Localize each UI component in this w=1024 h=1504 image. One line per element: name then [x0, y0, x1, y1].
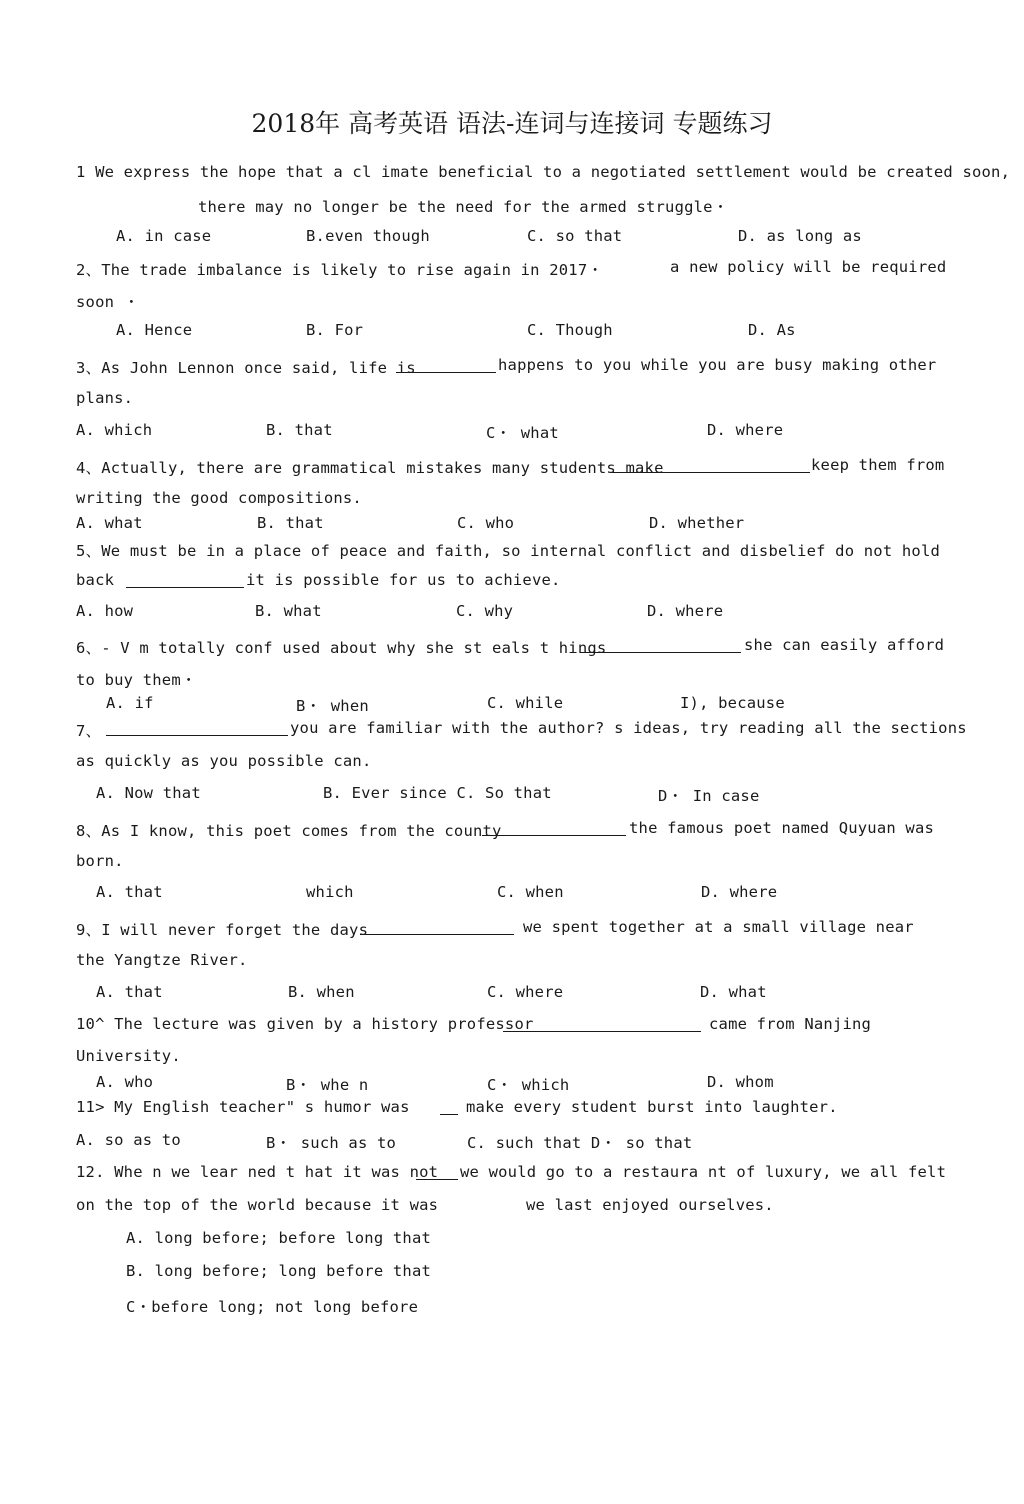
- question-5-line-2-end: it is possible for us to achieve.: [246, 571, 561, 589]
- question-10-option-c: C・ which: [487, 1076, 570, 1094]
- question-6-line-1: 6、- V m totally conf used about why she st eals t hings: [76, 639, 607, 657]
- question-7-option-bc: B. Ever since C. So that: [323, 784, 552, 802]
- question-8-option-c: C. when: [497, 883, 564, 901]
- question-2-line-2: soon ・: [76, 293, 140, 311]
- answer-blank: [482, 821, 626, 836]
- question-3-line-2: plans.: [76, 389, 134, 407]
- question-5-option-c: C. why: [456, 602, 514, 620]
- question-2-option-d: D. As: [748, 321, 796, 339]
- question-11-line-1-end: make every student burst into laughter.: [466, 1098, 838, 1116]
- question-7-option-a: A. Now that: [96, 784, 201, 802]
- question-6-line-1-end: she can easily afford: [744, 636, 945, 654]
- question-7-line-1: 7、: [76, 722, 102, 740]
- question-6-option-a: A. if: [106, 694, 154, 712]
- answer-blank: [580, 638, 741, 653]
- question-8-line-1: 8、As I know, this poet comes from the county: [76, 822, 502, 840]
- question-10-option-d: D. whom: [707, 1073, 774, 1091]
- question-8-option-a: A. that: [96, 883, 163, 901]
- question-5-line-2: back: [76, 571, 115, 589]
- question-4-line-1-end: keep them from: [811, 456, 945, 474]
- question-10-option-b: B・ whe n: [286, 1076, 369, 1094]
- question-4-option-c: C. who: [457, 514, 515, 532]
- question-9-option-b: B. when: [288, 983, 355, 1001]
- answer-blank: [396, 358, 496, 373]
- question-10-line-1: 10^ The lecture was given by a history professor: [76, 1015, 534, 1033]
- question-12-option-a: A. long before; before long that: [126, 1229, 432, 1247]
- question-8-option-b: which: [306, 883, 354, 901]
- question-3-option-b: B. that: [266, 421, 333, 439]
- question-12-line-1-end: we would go to a restaura nt of luxury, we all felt: [460, 1163, 947, 1181]
- answer-blank: [106, 721, 288, 736]
- question-2-option-c: C. Though: [527, 321, 613, 339]
- question-6-option-d: I), because: [680, 694, 785, 712]
- question-11-option-b: B・ such as to: [266, 1134, 397, 1152]
- answer-blank: [503, 1017, 701, 1032]
- question-7-line-1-end: you are familiar with the author? s ideas, try reading all the sections: [290, 719, 967, 737]
- question-9-line-1-end: we spent together at a small village near: [523, 918, 914, 936]
- question-1-option-a: A. in case: [116, 227, 212, 245]
- question-4-option-d: D. whether: [649, 514, 745, 532]
- question-3-option-d: D. where: [707, 421, 784, 439]
- question-3-option-c: C・ what: [486, 424, 559, 442]
- question-12-line-1: 12. Whe n we lear ned t hat it was not: [76, 1163, 439, 1181]
- question-9-option-a: A. that: [96, 983, 163, 1001]
- question-4-option-a: A. what: [76, 514, 143, 532]
- question-10-option-a: A. who: [96, 1073, 154, 1091]
- question-1-option-b: B.even though: [306, 227, 430, 245]
- question-1-option-c: C. so that: [527, 227, 623, 245]
- answer-blank: [416, 1165, 458, 1180]
- question-3-line-1: 3、As John Lennon once said, life is: [76, 359, 416, 377]
- question-11-option-cd: C. such that D・ so that: [467, 1134, 693, 1152]
- question-5-option-a: A. how: [76, 602, 134, 620]
- question-5-option-d: D. where: [647, 602, 724, 620]
- question-11-line-1: 11> My English teacher" s humor was: [76, 1098, 410, 1116]
- question-1-line-2: there may no longer be the need for the armed struggle・: [198, 198, 729, 216]
- question-7-line-2: as quickly as you possible can.: [76, 752, 372, 770]
- question-12-option-b: B. long before; long before that: [126, 1262, 432, 1280]
- question-12-line-2: on the top of the world because it was: [76, 1196, 439, 1214]
- answer-blank: [126, 573, 244, 588]
- question-12-option-c: C・before long; not long before: [126, 1298, 419, 1316]
- question-3-option-a: A. which: [76, 421, 153, 439]
- question-6-option-c: C. while: [487, 694, 564, 712]
- page-title: 2018年 高考英语 语法-连词与连接词 专题练习: [251, 109, 773, 138]
- question-4-option-b: B. that: [257, 514, 324, 532]
- question-9-line-2: the Yangtze River.: [76, 951, 248, 969]
- question-8-option-d: D. where: [701, 883, 778, 901]
- question-11-option-a: A. so as to: [76, 1131, 181, 1149]
- question-9-option-d: D. what: [700, 983, 767, 1001]
- answer-blank: [612, 458, 810, 473]
- question-1-line-1: 1 We express the hope that a cl imate beneficial to a negotiated settlement would be created soon,: [76, 163, 1011, 181]
- question-9-option-c: C. where: [487, 983, 564, 1001]
- question-7-option-d: D・ In case: [658, 787, 760, 805]
- question-12-line-2-end: we last enjoyed ourselves.: [526, 1196, 774, 1214]
- question-5-option-b: B. what: [255, 602, 322, 620]
- question-2-line-1-end: a new policy will be required: [670, 258, 947, 276]
- question-6-line-2: to buy them・: [76, 671, 197, 689]
- question-10-line-2: University.: [76, 1047, 181, 1065]
- question-2-option-b: B. For: [306, 321, 364, 339]
- question-3-line-1-end: happens to you while you are busy making other: [498, 356, 937, 374]
- question-2-option-a: A. Hence: [116, 321, 193, 339]
- question-9-line-1: 9、I will never forget the days: [76, 921, 369, 939]
- question-4-line-1: 4、Actually, there are grammatical mistakes many students make: [76, 459, 664, 477]
- answer-blank: [360, 920, 514, 935]
- question-6-option-b: B・ when: [296, 697, 369, 715]
- question-8-line-2: born.: [76, 852, 124, 870]
- question-4-line-2: writing the good compositions.: [76, 489, 362, 507]
- question-10-line-1-end: came from Nanjing: [709, 1015, 872, 1033]
- question-5-line-1: 5、We must be in a place of peace and faith, so internal conflict and disbelief do not hold: [76, 542, 941, 560]
- question-1-option-d: D. as long as: [738, 227, 862, 245]
- question-8-line-1-end: the famous poet named Quyuan was: [629, 819, 935, 837]
- question-2-line-1: 2、The trade imbalance is likely to rise again in 2017・: [76, 261, 604, 279]
- answer-blank: [440, 1100, 458, 1115]
